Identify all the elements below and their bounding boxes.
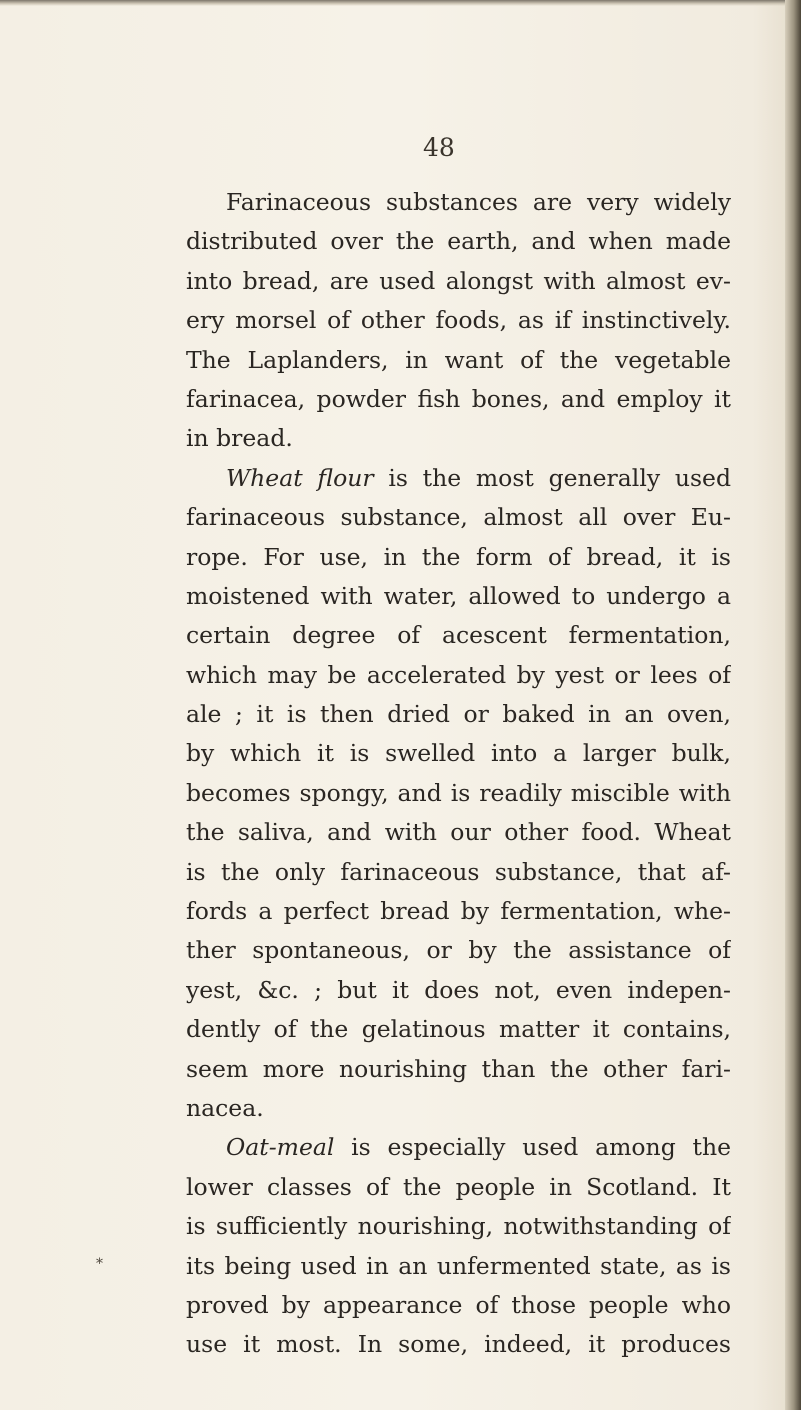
text-line: nacea.	[186, 1093, 264, 1122]
text-run: is the most generally used	[373, 463, 731, 492]
text-line: into bread, are used alongst with almost ev-	[186, 266, 731, 295]
text-line: fords a perfect bread by fermentation, whe-	[186, 897, 731, 926]
text-line: seem more nourishing than the other fari-	[186, 1054, 731, 1083]
text-line: yest, &c. ; but it does not, even indepen-	[186, 975, 731, 1004]
italic-term: Wheat flour	[226, 463, 374, 492]
text-line	[186, 1128, 731, 1167]
text-line: becomes spongy, and is readily miscible with	[186, 778, 731, 807]
text-line: which may be accelerated by yest or lees of	[186, 660, 731, 689]
text-line: rope. For use, in the form of bread, it is	[186, 542, 731, 571]
text-line: ale ; it is then dried or baked in an oven,	[186, 700, 731, 729]
text-line: its being used in an unfermented state, as is	[186, 1251, 731, 1280]
italic-term: Oat-meal	[226, 1133, 335, 1162]
text-line	[186, 459, 731, 498]
text-line: use it most. In some, indeed, it produces	[186, 1330, 731, 1359]
margin-mark: *	[96, 1256, 103, 1272]
text-line: ery morsel of other foods, as if instinctively.	[186, 306, 731, 335]
text-line: certain degree of acescent fermentation,	[186, 621, 731, 650]
text-line: in bread.	[186, 424, 293, 453]
text-line: by which it is swelled into a larger bulk,	[186, 739, 731, 768]
text-line: dently of the gelatinous matter it contains,	[186, 1015, 731, 1044]
text-line: is the only farinaceous substance, that af-	[186, 857, 731, 886]
text-line: farinaceous substance, almost all over Eu-	[186, 503, 731, 532]
text-line: distributed over the earth, and when made	[186, 227, 731, 256]
text-line: moistened with water, allowed to undergo a	[186, 581, 731, 610]
page-top-edge	[0, 0, 801, 6]
page-number: 48	[423, 133, 455, 162]
text-line: is sufficiently nourishing, notwithstanding of	[186, 1212, 731, 1241]
text-run: is especially used among the	[334, 1133, 731, 1162]
text-line: farinacea, powder fish bones, and employ it	[186, 384, 731, 413]
text-line: ther spontaneous, or by the assistance of	[186, 936, 731, 965]
text-line: the saliva, and with our other food. Wheat	[186, 818, 731, 847]
body-text	[186, 183, 731, 1365]
text-line: lower classes of the people in Scotland. It	[186, 1172, 731, 1201]
text-line: proved by appearance of those people who	[186, 1290, 731, 1319]
page-binding-edge	[785, 0, 801, 1410]
text-line: Farinaceous substances are very widely	[226, 188, 731, 216]
text-line: The Laplanders, in want of the vegetable	[186, 345, 731, 374]
